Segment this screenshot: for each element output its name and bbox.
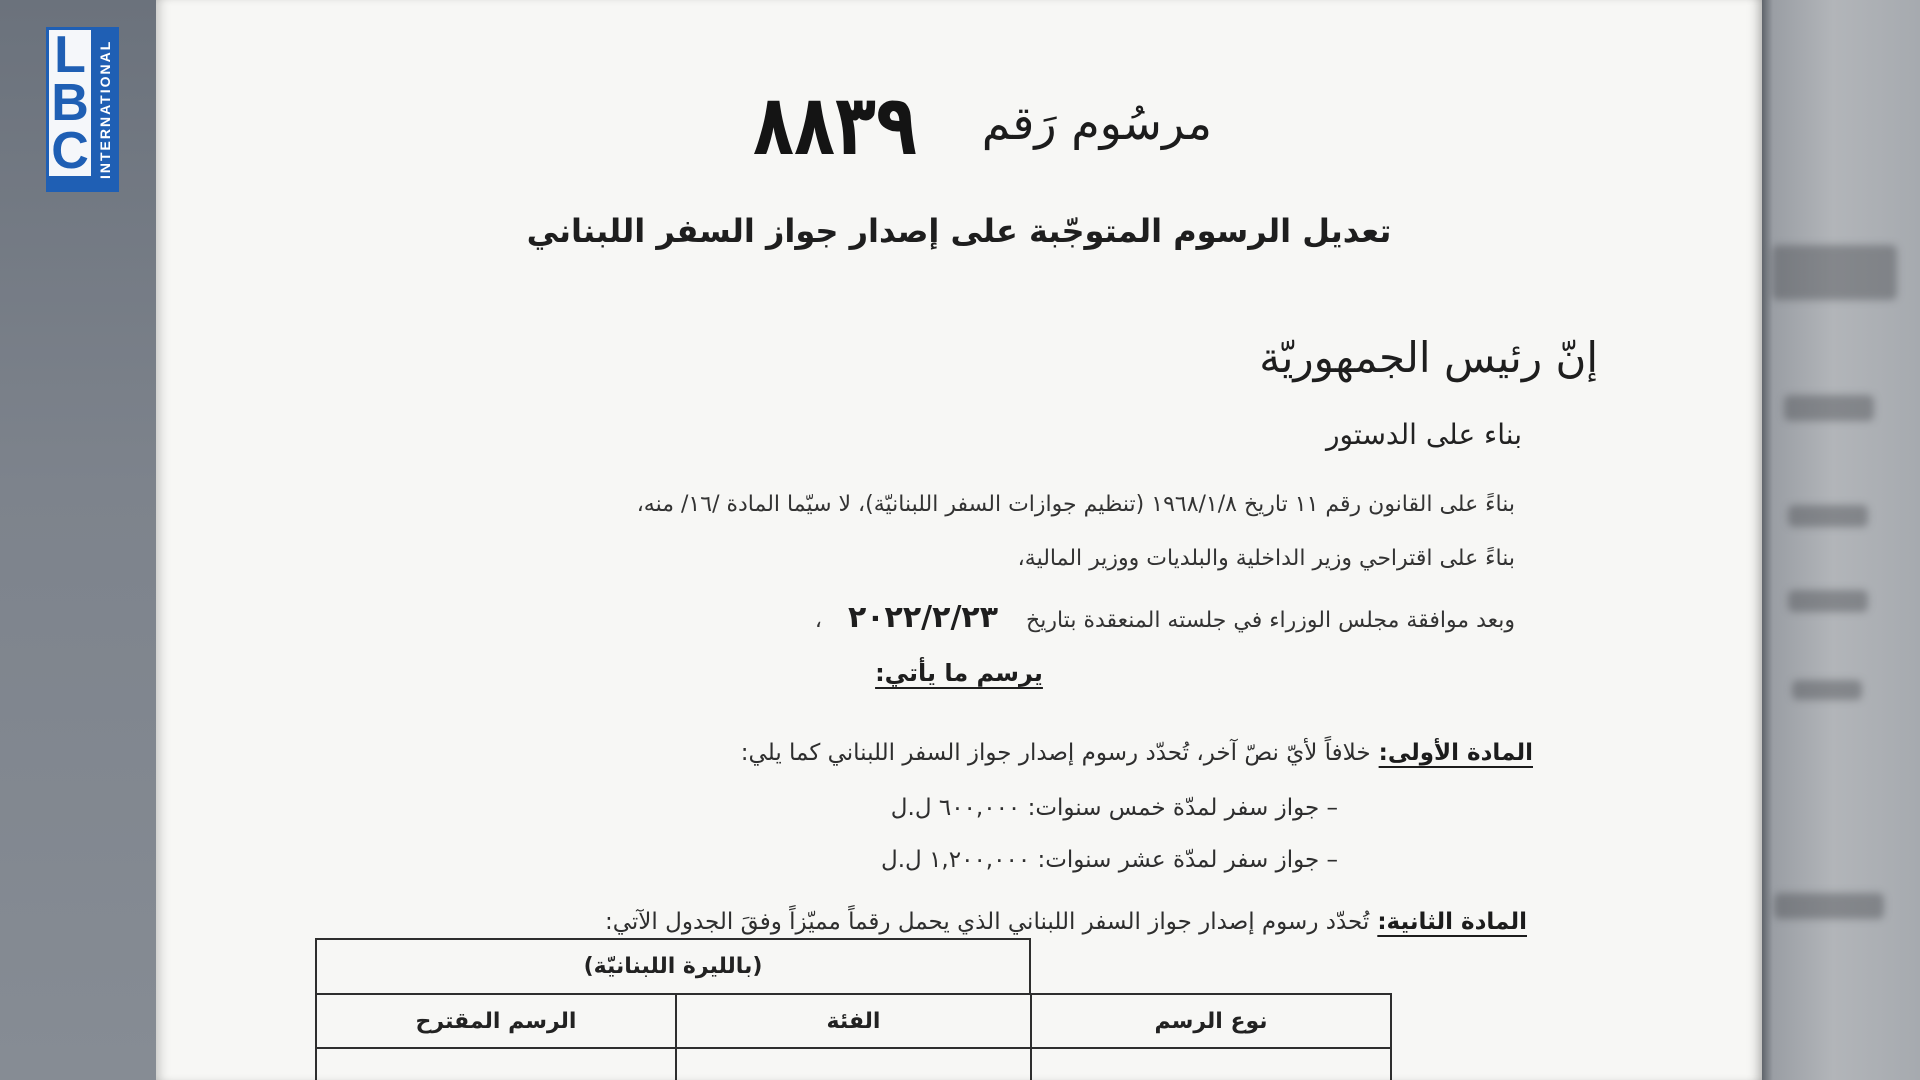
decree-document-page xyxy=(156,0,1762,1080)
logo-letter: L xyxy=(54,26,86,84)
blurred-text-ghost xyxy=(1774,893,1884,919)
constitution-basis-line: بناء على الدستور xyxy=(1326,418,1522,451)
blurred-text-ghost xyxy=(1772,245,1897,300)
logo-letter-block xyxy=(49,26,91,180)
fee-table-cell xyxy=(1030,1047,1392,1080)
fee-table-unit-note: (بالليرة اللبنانيّة) xyxy=(315,938,1031,995)
preamble-line: بناءً على القانون رقم ١١ تاريخ ١٩٦٨/١/٨ (تنظيم جوازات السفر اللبنانيّة)، لا سيّما المادة /١٦/ منه، xyxy=(636,492,1515,517)
article-1-item: – جواز سفر لمدّة خمس سنوات: ٦٠٠,٠٠٠ ل.ل xyxy=(890,795,1338,821)
logo-letter: B xyxy=(51,74,89,132)
issuer-line: إنّ رئيس الجمهوريّة xyxy=(1259,333,1598,382)
article-1 xyxy=(741,737,1533,769)
approval-text: وبعد موافقة مجلس الوزراء في جلسته المنعقدة بتاريخ xyxy=(1026,608,1515,633)
lbc-international-logo xyxy=(46,27,119,192)
decree-title-label: مرسُوم رَقم xyxy=(981,96,1212,150)
fee-table-cell xyxy=(315,1047,677,1080)
decree-subject: تعديل الرسوم المتوجّبة على إصدار جواز السفر اللبناني xyxy=(526,212,1392,250)
article-2-label: المادة الثانية: xyxy=(1377,909,1527,935)
blurred-text-ghost xyxy=(1784,395,1874,421)
logo-tagline: INTERNATIONAL xyxy=(97,39,113,180)
approval-date: ٢٠٢٢/٢/٢٣ xyxy=(847,600,999,635)
fee-table-cell xyxy=(675,1047,1032,1080)
article-1-label: المادة الأولى: xyxy=(1378,740,1533,766)
fee-table-header-fee-type: نوع الرسم xyxy=(1030,993,1392,1049)
decree-number: ٨٨٣٩ xyxy=(753,76,918,174)
cabinet-approval-line xyxy=(815,600,1515,639)
article-2-text: تُحدّد رسوم إصدار جواز السفر اللبناني الذي يحمل رقماً مميّزاً وفقَ الجدول الآتي: xyxy=(604,909,1370,935)
fee-table-header-category: الفئة xyxy=(675,993,1032,1049)
blurred-text-ghost xyxy=(1792,680,1862,700)
preamble-line: بناءً على اقتراحي وزير الداخلية والبلديات ووزير المالية، xyxy=(1017,546,1515,571)
frame-right-blurred-document xyxy=(1762,0,1920,1080)
approval-comma: ، xyxy=(814,608,822,633)
fee-table-header-proposed-fee: الرسم المقترح xyxy=(315,993,677,1049)
blurred-text-ghost xyxy=(1788,590,1868,612)
article-1-text: خلافاً لأيّ نصّ آخر، تُحدّد رسوم إصدار جواز السفر اللبناني كما يلي: xyxy=(740,740,1371,766)
article-2 xyxy=(605,906,1527,938)
decrees-heading: يرسم ما يأتي: xyxy=(875,659,1043,687)
blurred-text-ghost xyxy=(1788,505,1868,527)
article-1-item: – جواز سفر لمدّة عشر سنوات: ١,٢٠٠,٠٠٠ ل.ل xyxy=(881,847,1338,873)
logo-letter: C xyxy=(51,122,89,180)
